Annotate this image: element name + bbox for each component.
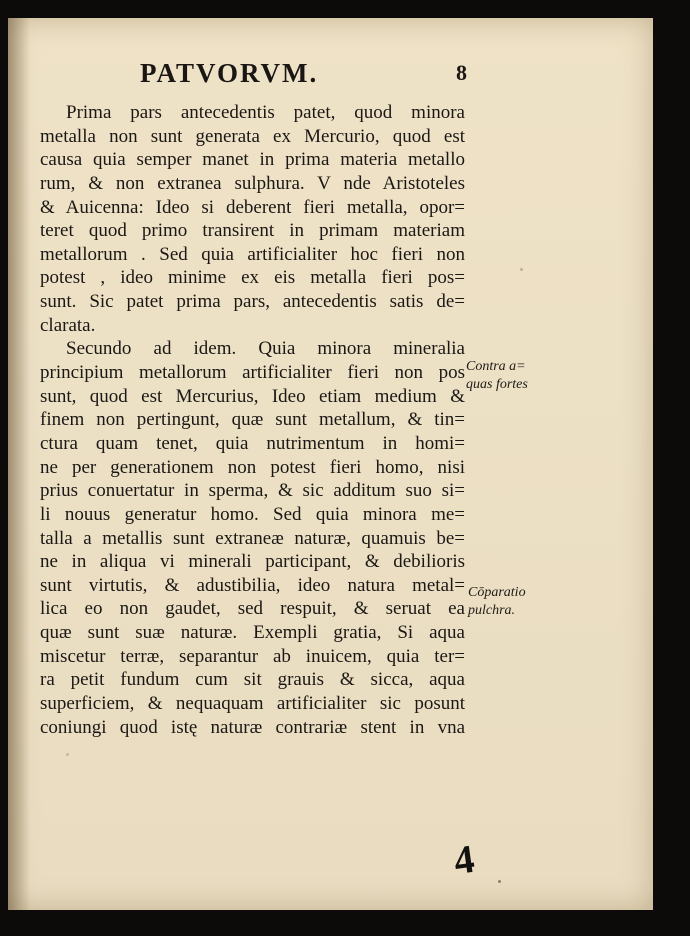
signature-mark: 4 [450, 835, 478, 884]
text-line: li nouus generatur homo. Sed quia minora me= [40, 503, 465, 525]
ink-speck [66, 753, 69, 756]
text-line: Prima pars antecedentis patet, quod minora [66, 102, 465, 123]
text-line: Secundo ad idem. Quia minora mineralia [66, 338, 465, 360]
text-line: metallorum . Sed quia artificialiter hoc fieri non [40, 243, 465, 265]
text-line: finem non pertingunt, quæ sunt metallum, & tin= [40, 409, 465, 431]
text-line: superficiem, & nequaquam artificialiter sic posunt [40, 693, 465, 715]
margin-note-line: Cōparatio [468, 585, 526, 600]
text-line: ra petit fundum cum sit grauis & sicca, aqua [40, 669, 465, 691]
body-text [40, 101, 465, 739]
text-line: ctura quam tenet, quia nutrimentum in homi= [40, 432, 465, 454]
margin-note-comparatio [468, 584, 526, 620]
text-line: talla a metallis sunt extraneæ naturæ, quamuis be= [40, 527, 465, 549]
text-line: metalla non sunt generata ex Mercurio, quod est [40, 125, 465, 147]
margin-note-contra [466, 358, 528, 394]
folio-number: 8 [456, 60, 467, 85]
text-line: potest , ideo minime ex eis metalla fieri pos= [40, 267, 465, 289]
text-line: coniungi quod istę naturæ contrariæ stent in vna [40, 716, 465, 738]
page-header [8, 58, 653, 98]
ink-speck [498, 880, 501, 883]
text-line: sunt virtutis, & adustibilia, ideo natura metal= [40, 574, 465, 596]
text-line: teret quod primo transirent in primam materiam [40, 220, 465, 242]
text-line: ne per generationem non potest fieri homo, nisi [40, 456, 465, 478]
text-line: miscetur terræ, separantur ab inuicem, quia ter= [40, 645, 465, 667]
margin-note-line: quas fortes [466, 377, 528, 392]
running-head: PATVORVM. [140, 58, 319, 88]
margin-note-line: Contra a= [466, 359, 526, 374]
text-line: clarata. [40, 314, 96, 336]
margin-note-line: pulchra. [468, 603, 516, 618]
ink-speck [520, 268, 523, 271]
text-line: quæ sunt suæ naturæ. Exempli gratia, Si aqua [40, 622, 465, 644]
text-line: & Auicenna: Ideo si deberent fieri metalla, opor= [40, 196, 465, 218]
text-line: causa quia semper manet in prima materia metallo [40, 149, 465, 171]
text-line: principium metallorum artificialiter fieri non pos [40, 362, 465, 384]
text-line: ne in aliqua vi minerali participant, & debilioris [40, 551, 465, 573]
book-page [8, 18, 653, 910]
text-line: sunt, quod est Mercurius, Ideo etiam medium & [40, 385, 465, 407]
text-line: sunt. Sic patet prima pars, antecedentis satis de= [40, 291, 465, 313]
text-line: prius conuertatur in sperma, & sic additum suo si= [40, 480, 465, 502]
text-line: lica eo non gaudet, sed respuit, & seruat ea [40, 598, 465, 620]
text-line: rum, & non extranea sulphura. V nde Aristoteles [40, 172, 465, 194]
